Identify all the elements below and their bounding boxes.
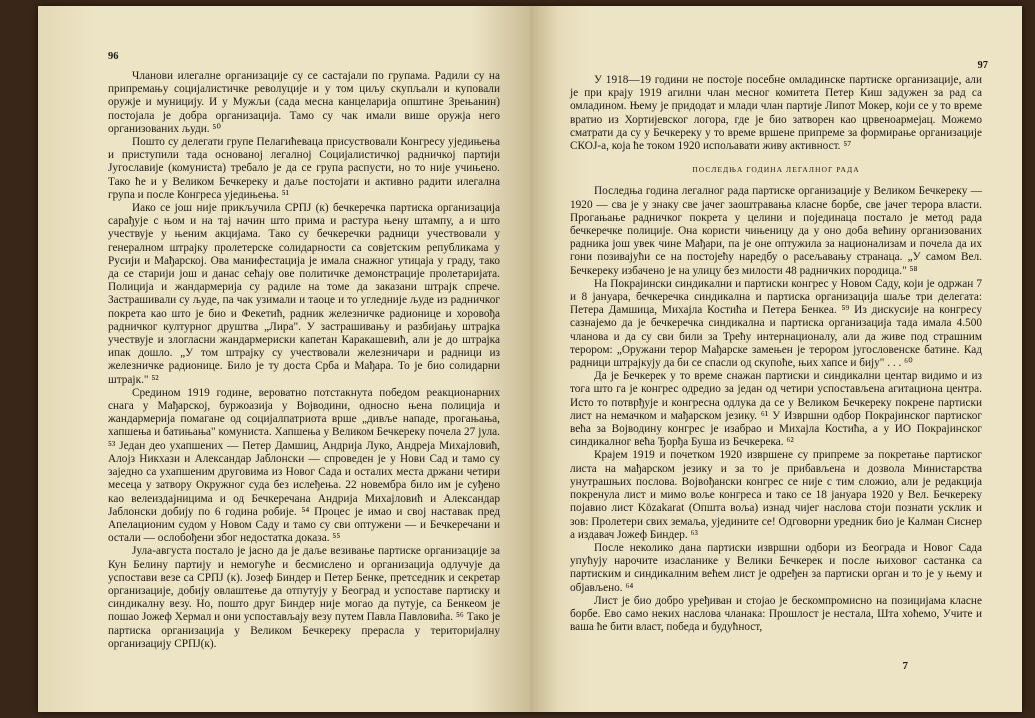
paragraph: На Покрајински синдикални и партиски конгрес у Новом Саду, који је одржан 7 и 8 јануара, бечкеречка синдикална и партиска организација шаље три делегата: Петера Дамшица, Михајла Костића и Петера Бенкеа. ⁵⁹ Из дискусије на конгресу сазнајемо да је бечкеречка синдикална и партиска организација тада имала 4.500 чланова и да су сви били за Трећу интернационалу, али да живе под страшним терором: „Оружани терор Мађарске замењен је терором југословенске батине. Кад радници штрајкују да би се спасли од скупоће, њих хапсе и бију" . . . ⁶⁰ bbox=[570, 277, 982, 370]
paragraph: Последња година легалног рада партиске организације у Великом Бечкереку — 1920 — сва је у знаку све јачег заоштравања класне борбе, све јачег терора власти. Прогањање радничког покрета у целини и појединаца постало је метод рада бечкеречке полиције. Она користи чињеницу да у оно доба већину организованих радника још увек чине Мађари, па је оне оптужила за национализам и почела да их гони позивајући се на постојећу наредбу о расељавању странаца. „У самом Вел. Бечкереку избачено је на улицу без милости 48 радничких породица." ⁵⁸ bbox=[570, 185, 982, 277]
section-heading: ПОСЛЕДЊА ГОДИНА ЛЕГАЛНОГ РАДА bbox=[692, 165, 860, 175]
left-page bbox=[38, 6, 530, 712]
page-number-right: 97 bbox=[977, 60, 988, 71]
paragraph: Иако се још није прикључила СРПЈ (к) бечкеречка партиска организација сарађује с њом и на тај начин што прима и растура њену штампу, а и што учествује у њеним акцијама. Тако су бечкеречки радници учествовали у генералном штрајку пролетерске солидарности са совјетским републикама у Русији и Мађарској. Ова манифестација је имала снажног утицаја у граду, тако да се старији још и данас сећају ове политичке демонстрације пролетаријата. Полиција и жандармерија су радиле на томе да заказани штрајк спрече. Застрашивали су људе, па чак узимали и таоце и то угледније људе из радничког покрета као што је био и Фекетић, радник железничке радионице и хоровођа радничког културног друштва „Лира". У застрашивању и разбијању штрајка учествује и злогласни жандармериски капетан Каракашевић, али је до штрајка ипак дошло. „У том штрајку су учествовали железничари и радници из железничке радионице. Било је ту доста Срба и Мађара. То је био солидарни штрајк." ⁵² bbox=[108, 202, 500, 386]
left-page-text bbox=[108, 70, 500, 651]
paragraph: Чланови илегалне организације су се састајали по групама. Радили су на припремању социјалистичке револуције и у том циљу скупљали и куповали оружје и муницију. И у Мужљи (сада месна канцеларија општине Зрењанин) постојала је добра организација. Тамо су чак имали више оружја него организованих људи. ⁵⁰ bbox=[108, 70, 500, 135]
paragraph: Јула-августа постало је јасно да је даље везивање партиске организације за Кун Белину партију и немогуће и бесмислено и организација одлучује да успостави везе са СРПЈ (к). Јозеф Биндер и Петер Бенке, претседник и секретар организације, добију овлаштење да отпутују у Београд и успоставе партиску и синдикалну везу. Но, пошто друг Биндер није могао да путује, са Бенкеом је пошао Јожеф Хермал и они успостављају везу путем Павла Павловића. ⁵⁶ Тако је партиска организација у Великом Бечкереку прерасла у територијалну организацију СРПЈ(к). bbox=[108, 545, 500, 650]
right-page bbox=[530, 6, 1022, 712]
signature-number: 7 bbox=[902, 660, 908, 672]
paragraph: У 1918—19 години не постоје посебне омладинске партиске организације, али је при крају 1919 агилни члан месног комитета Петер Киш задужен за рад са омладином. Њему је придодат и млади члан партије Липот Мокер, који се у то време вратио из Хортијевског логора, где је био затворен као црвеноармејац. Можемо сматрати да су у Бечкереку у то време вршене припреме за формирање организације СКОЈ-а, која ће током 1920 испољавати живу активност. ⁵⁷ bbox=[570, 74, 982, 153]
paragraph: Средином 1919 године, вероватно потстакнута победом реакционарних снага у Мађарској, буржоазија у Војводини, односно њена полиција и жандармерија помагане од социјалпатриота врше „дивље нападе, прогањања, хапшења и батињања" комуниста. Хапшења у Великом Бечкереку почела 27 јула. ⁵³ Један део ухапшених — Петер Дамшиц, Андрија Луко, Андреја Михајловић, Алојз Никхази и Александар Јаблонски — спроведен је у Нови Сад и тамо су заједно са ухапшеним друговима из Новог Сада и осталих места држани четири месеца у затвору Окружног суда без ислеђења. 22 новембра било им је суђено као велеиздајницима и од Бечкеречана Андрија Михајловић и Александар Јаблонски добију по 6 година робије. ⁵⁴ Процес је имао и свој наставак пред Апелационим судом у Новом Саду и тамо су сви оптужени — и Бечкеречани и остали — ослобођени због недостатка доказа. ⁵⁵ bbox=[108, 386, 500, 545]
book-spread bbox=[38, 6, 1022, 712]
page-number-left: 96 bbox=[108, 51, 119, 62]
paragraph: Лист је био добро уређиван и стојао је бескомпромисно на позицијама класне борбе. Ево само неких наслова чланака: Прошлост је нестала, Шта хоћемо, Учите и ваша ће бити власт, победа и будућност, bbox=[570, 594, 982, 634]
paragraph: После неколико дана партиски извршни одбори из Београда и Новог Сада упућују нарочите изасланике у Велики Бечкерек и после њиховог састанка са партиским и синдикалним већем лист је одређен за партиски орган и то је у њему и објављено. ⁶⁴ bbox=[570, 541, 982, 594]
right-page-text bbox=[570, 74, 982, 634]
paragraph: Крајем 1919 и почетком 1920 извршене су припреме за покретање партиског листа на мађарском језику и за то је прибављена и дозвола Министарства унутрашњих послова. Војвођански конгрес се није с тим сложио, али је редакција покренула лист и мимо воље конгреса и тако се 18 јануара 1920 у Вел. Бечкереку појавио лист Közakarat (Општа воља) изнад чијег наслова стоји познати усклик и зов: Пролетери свих земаља, уједините се! Одговорни уредник био је Калман Сиснер а издавач Јожеф Биндер. ⁶³ bbox=[570, 449, 982, 541]
paragraph: Пошто су делегати групе Пелагићеваца присуствовали Конгресу уједињења и приступили тада основаној легалној Социјалистичкој радничкој партији Југославије (комуниста) требало је да се група распусти, но то није учињено. Тако ће и у Великом Бечкереку и даље постојати и активно радити илегална група и после Конгреса уједињења. ⁵¹ bbox=[108, 136, 500, 201]
paragraph: Да је Бечкерек у то време снажан партиски и синдикални центар видимо и из тога што га је конгрес одредио за један од четири успостављена агитациона центра. Исто то потврђује и конгресна одлука да се у Великом Бечкереку покрене партиски лист на немачком и мађарском језику. ⁶¹ У Извршни одбор Покрајинског партиског већа за Војводину конгрес је изабрао и Михајла Костића, а у ИО Покрајинског синдикалног већа Ђорђа Буша из Бечкерека. ⁶² bbox=[570, 370, 982, 449]
